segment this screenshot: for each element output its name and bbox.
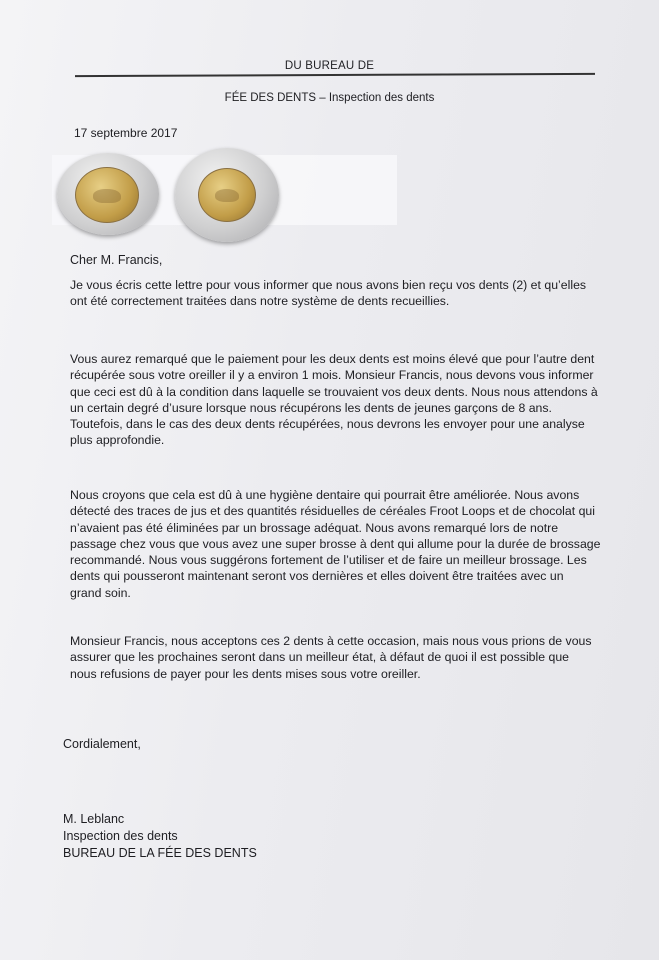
paragraph-2 [70,351,622,449]
signature-title: Inspection des dents [63,829,178,843]
paragraph-3 [70,487,622,601]
text-line: ont été correctement traitées dans notre système de dents recueillies. [70,294,450,309]
toonie-coin-icon [175,148,279,242]
signature-block [63,811,257,862]
text-line: plus approfondie. [70,433,165,448]
text-line: que ceci est dû à la condition dans laquelle se trouvaient vos deux dents. Nous nous attendons à [70,384,598,399]
text-line: assurer que les prochaines seront dans un meilleur état, à défaut de quoi il est possible que [70,650,570,665]
letterhead-top: DU BUREAU DE [284,60,375,72]
paragraph-1 [70,277,622,310]
text-line: recommandé. Nous vous suggérons fortement de l’utiliser et de faire un meilleur brossage. Les [70,553,587,568]
signature-office: BUREAU DE LA FÉE DES DENTS [63,846,257,860]
greeting: Cher M. Francis, [70,253,163,267]
text-line: récupérée sous votre oreiller il y a environ 1 mois. Monsieur Francis, nous devons vous informer [70,368,594,383]
text-line: dents qui pousseront maintenant seront vos dernières et elles doivent être traitées avec un [70,569,564,584]
coin-center [198,168,256,222]
text-line: Monsieur Francis, nous acceptons ces 2 dents à cette occasion, mais nous vous prions de vous [70,634,592,648]
coin-center [75,167,139,223]
text-line: nous refusions de payer pour les dents mises sous votre oreiller. [70,666,421,681]
text-line: Toutefois, dans le cas des deux dents récupérées, nous devrons les envoyer pour une analyse [70,417,585,432]
letter-date: 17 septembre 2017 [74,126,178,140]
letterhead-rule [75,73,595,77]
text-line: Je vous écris cette lettre pour vous informer que nous avons bien reçu vos dents (2) et qu’elles [70,278,587,292]
text-line: passage chez vous que vous avez une super brosse à dent qui allume pour la durée de brossage [70,536,601,551]
toonie-coin-icon [57,153,159,235]
letterhead-subtitle: FÉE DES DENTS – Inspection des dents [224,92,435,104]
text-line: Nous croyons que cela est dû à une hygiène dentaire qui pourrait être améliorée. Nous avons [70,488,580,502]
text-line: un certain degré d’usure lorsque nous récupérons les dents de jeunes garçons de 8 ans. [70,400,552,415]
text-line: grand soin. [70,585,131,600]
text-line: n’avaient pas été éliminées par un brossage adéquat. Nous avons remarqué lors de notre [70,520,559,535]
text-line: Vous aurez remarqué que le paiement pour les deux dents est moins élevé que pour l’autre dent [70,352,595,366]
signature-name: M. Leblanc [63,812,125,826]
text-line: détecté des traces de jus et des quantités résiduelles de céréales Froot Loops et de chocolat qui [70,504,595,519]
paragraph-4 [70,633,622,682]
closing: Cordialement, [63,737,141,751]
